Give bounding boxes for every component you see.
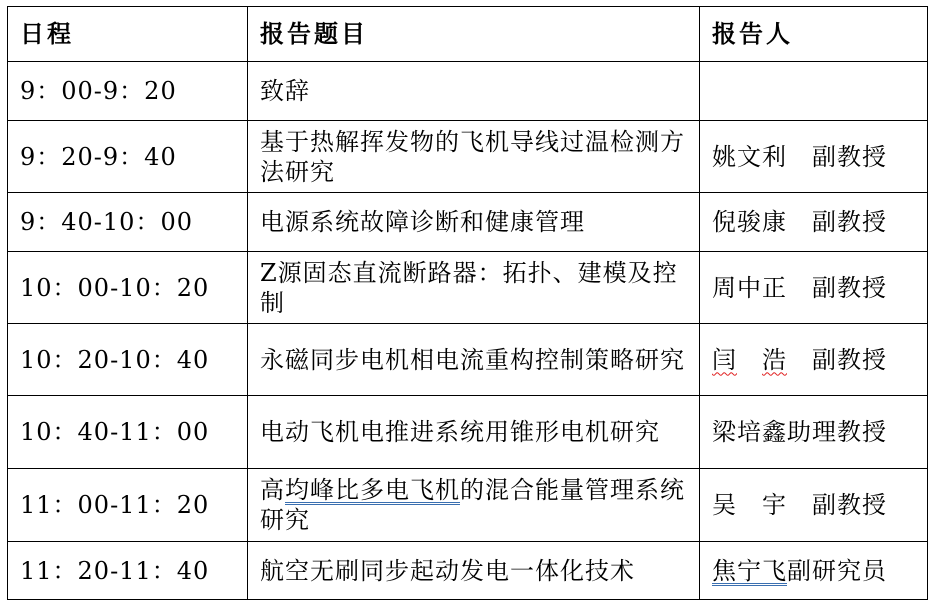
speaker-cell: 倪骏康 副教授 bbox=[700, 193, 928, 252]
name-gap bbox=[737, 346, 762, 374]
time-cell: 10：40-11：00 bbox=[8, 396, 248, 469]
role-gap bbox=[787, 346, 812, 374]
table-row bbox=[8, 396, 928, 469]
header-speaker: 报告人 bbox=[700, 7, 928, 62]
speaker-surname: 闫 bbox=[712, 345, 737, 374]
speaker-cell: 梁培鑫助理教授 bbox=[700, 396, 928, 469]
schedule-table bbox=[7, 6, 928, 600]
time-cell: 10：00-10：20 bbox=[8, 252, 248, 324]
header-title: 报告题目 bbox=[248, 7, 700, 62]
header-time: 日程 bbox=[8, 7, 248, 62]
speaker-cell: 周中正 副教授 bbox=[700, 252, 928, 324]
table-row bbox=[8, 62, 928, 121]
time-cell: 9：40-10：00 bbox=[8, 193, 248, 252]
title-part: 高 bbox=[260, 476, 285, 504]
table-row bbox=[8, 542, 928, 600]
title-cell: Z源固态直流断路器：拓扑、建模及控制 bbox=[248, 252, 700, 324]
title-part: 的混合能量管理系统研究 bbox=[260, 476, 685, 534]
time-cell: 9：00-9：20 bbox=[8, 62, 248, 121]
speaker-cell: 姚文利 副教授 bbox=[700, 121, 928, 193]
title-cell: 电源系统故障诊断和健康管理 bbox=[248, 193, 700, 252]
speaker-cell bbox=[700, 542, 928, 600]
time-cell: 11：20-11：40 bbox=[8, 542, 248, 600]
speaker-cell: 吴 宇 副教授 bbox=[700, 469, 928, 542]
speaker-name: 焦宁飞 bbox=[712, 556, 787, 585]
title-cell: 致辞 bbox=[248, 62, 700, 121]
title-cell: 航空无刷同步起动发电一体化技术 bbox=[248, 542, 700, 600]
table-header-row bbox=[8, 7, 928, 62]
title-part-underlined: 均峰比多电飞机 bbox=[285, 476, 460, 504]
speaker-cell bbox=[700, 324, 928, 396]
title-cell: 永磁同步电机相电流重构控制策略研究 bbox=[248, 324, 700, 396]
time-cell: 10：20-10：40 bbox=[8, 324, 248, 396]
table-row bbox=[8, 121, 928, 193]
time-cell: 9：20-9：40 bbox=[8, 121, 248, 193]
time-cell: 11：00-11：20 bbox=[8, 469, 248, 542]
speaker-role: 副教授 bbox=[812, 345, 887, 374]
speaker-given-name: 浩 bbox=[762, 345, 787, 374]
title-cell bbox=[248, 469, 700, 542]
table-row bbox=[8, 252, 928, 324]
table-row bbox=[8, 469, 928, 542]
title-cell: 基于热解挥发物的飞机导线过温检测方法研究 bbox=[248, 121, 700, 193]
title-cell: 电动飞机电推进系统用锥形电机研究 bbox=[248, 396, 700, 469]
speaker-role: 副研究员 bbox=[787, 556, 887, 585]
table-row bbox=[8, 193, 928, 252]
speaker-cell bbox=[700, 62, 928, 121]
table-row bbox=[8, 324, 928, 396]
